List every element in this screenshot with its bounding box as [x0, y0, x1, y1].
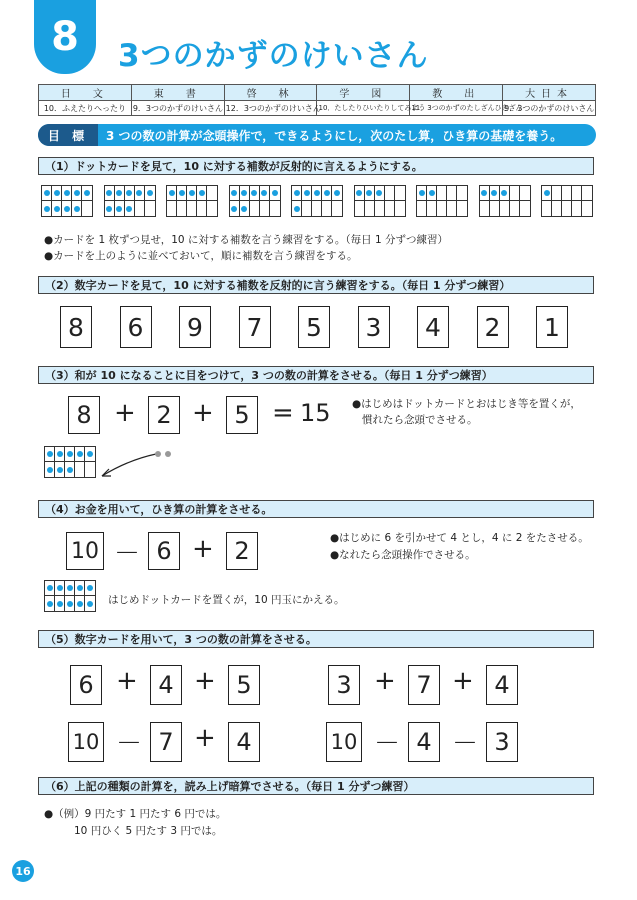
operator: + [192, 398, 214, 428]
note-3a: ●はじめはドットカードとおはじき等を置くが， [352, 398, 581, 410]
dot-cell [207, 186, 217, 201]
dot-card [416, 185, 468, 217]
dot-cell [572, 186, 582, 201]
number-card: 2 [226, 532, 258, 570]
publisher-unit: 12．3つのかずのけいさん [224, 101, 317, 116]
dot-cell [115, 201, 125, 216]
number-card: 5 [228, 665, 260, 705]
dot-cell [480, 201, 490, 216]
number-card: 3 [358, 306, 390, 348]
dot-cell [322, 186, 332, 201]
dot-cell [145, 201, 155, 216]
section-4-header: （4）お金を用いて，ひき算の計算をさせる。 [38, 500, 594, 518]
dot-cell [115, 186, 125, 201]
goal-label: 目 標 [38, 124, 98, 146]
note-1a: ●カードを 1 枚ずつ見せ，10 に対する補数を言う練習をする。（毎日 1 分ずつ練習） [44, 234, 449, 246]
dot-cell [417, 186, 427, 201]
dot [231, 206, 237, 212]
dot-cell [562, 186, 572, 201]
dot [57, 451, 63, 457]
dot-cell [365, 186, 375, 201]
dot-cell [542, 186, 552, 201]
dot-card [291, 185, 343, 217]
dot-cell [167, 186, 177, 201]
dot-cell [42, 201, 52, 216]
dot-cell [85, 462, 95, 477]
publisher-unit: 9．3つのかずのけいさん [131, 101, 224, 116]
number-card: 8 [68, 396, 100, 434]
dot [87, 451, 93, 457]
dot [106, 190, 112, 196]
dot [501, 190, 507, 196]
dot-cell [230, 186, 240, 201]
dot-cell [82, 186, 92, 201]
dot [169, 190, 175, 196]
operator: + [374, 666, 396, 696]
dot [106, 206, 112, 212]
dot-cell [72, 201, 82, 216]
number-card: 6 [70, 665, 102, 705]
dot-card [44, 580, 96, 612]
number-card: 7 [150, 722, 182, 762]
dot-cell [395, 186, 405, 201]
dot-cell [395, 201, 405, 216]
dot-cell [270, 201, 280, 216]
dot-cell [302, 186, 312, 201]
dot-cell [520, 201, 530, 216]
dot-cell [355, 186, 365, 201]
dot-cell [135, 186, 145, 201]
operator: － [114, 539, 141, 569]
dot-card [541, 185, 593, 217]
dot [126, 206, 132, 212]
dot-cell [582, 201, 592, 216]
number-card: 4 [150, 665, 182, 705]
dot [481, 190, 487, 196]
dot [304, 190, 310, 196]
dot-cell [135, 201, 145, 216]
dot-cell [375, 186, 385, 201]
dot-card [229, 185, 281, 217]
operator: + [194, 666, 216, 696]
operator: － [116, 729, 143, 759]
dot-cell [427, 201, 437, 216]
dot-cell [562, 201, 572, 216]
dot [67, 467, 73, 473]
dot-cell [302, 201, 312, 216]
dot-cell [552, 201, 562, 216]
dot-cell [427, 186, 437, 201]
dot [87, 601, 93, 607]
dot-cell [187, 186, 197, 201]
publisher-header: 学 図 [317, 85, 410, 101]
section-3-header: （3）和が 10 になることに目をつけて，3 つの数の計算をさせる。（毎日 1 分ずつ練習） [38, 366, 594, 384]
dot-cell [552, 186, 562, 201]
dot [47, 585, 53, 591]
lesson-number: 8 [51, 14, 79, 60]
dot-cell [105, 186, 115, 201]
operator: + [192, 534, 214, 564]
goal-bar [38, 124, 596, 146]
number-card: 5 [226, 396, 258, 434]
dot [67, 601, 73, 607]
dot-card [479, 185, 531, 217]
dot [54, 190, 60, 196]
dot-cell [207, 201, 217, 216]
operator: － [374, 729, 401, 759]
dot-cell [270, 186, 280, 201]
dot [314, 190, 320, 196]
dot-cell [55, 447, 65, 462]
dot-cell [75, 596, 85, 611]
dot-cell [65, 447, 75, 462]
dot-cell [52, 186, 62, 201]
dot [116, 206, 122, 212]
dot [74, 190, 80, 196]
dot-card [104, 185, 156, 217]
operator: － [452, 729, 479, 759]
dot-cell [52, 201, 62, 216]
number-card: 10 [66, 532, 104, 570]
dot-cell [75, 581, 85, 596]
marble [155, 451, 161, 457]
number-card: 4 [486, 665, 518, 705]
number-card: 7 [239, 306, 271, 348]
dot-cell [385, 201, 395, 216]
dot [57, 467, 63, 473]
number-card: 10 [68, 722, 104, 762]
dot-cell [417, 201, 427, 216]
dot-cell [230, 201, 240, 216]
number-card: 3 [328, 665, 360, 705]
publisher-header: 教 出 [410, 85, 503, 101]
dot [47, 601, 53, 607]
dot-cell [177, 186, 187, 201]
dot [77, 601, 83, 607]
dot-cell [510, 186, 520, 201]
dot-cell [65, 596, 75, 611]
section-5-header: （5）数字カードを用いて，3 つの数の計算をさせる。 [38, 630, 594, 648]
dot-cell [240, 201, 250, 216]
number-card: 7 [408, 665, 440, 705]
operator: + [452, 666, 474, 696]
dot-card [41, 185, 93, 217]
dot-cell [45, 447, 55, 462]
dot-cell [45, 462, 55, 477]
publisher-unit: 9．3つのかずのけいさん [503, 101, 596, 116]
dot [87, 585, 93, 591]
dot-cell [125, 201, 135, 216]
dot [272, 190, 278, 196]
publisher-header: 啓 林 [224, 85, 317, 101]
number-card: 6 [148, 532, 180, 570]
dot-cell [240, 186, 250, 201]
dot [366, 190, 372, 196]
dot-cell [312, 186, 322, 201]
dot-cell [520, 186, 530, 201]
publisher-header: 日 文 [39, 85, 132, 101]
dot [324, 190, 330, 196]
dot-cell [332, 201, 342, 216]
dot-cell [65, 581, 75, 596]
dot [136, 190, 142, 196]
number-card: 4 [408, 722, 440, 762]
dot [44, 206, 50, 212]
dot-card [354, 185, 406, 217]
dot-cell [480, 186, 490, 201]
dot-cell [332, 186, 342, 201]
dot [77, 585, 83, 591]
number-card: 8 [60, 306, 92, 348]
dot-cell [82, 201, 92, 216]
dot-cell [55, 596, 65, 611]
publisher-header: 大日本 [503, 85, 596, 101]
note-6a: ●（例）9 円たす 1 円たす 6 円では。 [44, 808, 227, 820]
dot [67, 451, 73, 457]
publisher-table [38, 84, 596, 116]
dot-cell [292, 201, 302, 216]
publisher-header: 東 書 [131, 85, 224, 101]
dot [179, 190, 185, 196]
dot [54, 206, 60, 212]
dot-cell [500, 186, 510, 201]
dot-cell [260, 201, 270, 216]
dot [199, 190, 205, 196]
dot-cell [582, 186, 592, 201]
dot-cell [250, 186, 260, 201]
dot-cell [457, 186, 467, 201]
number-card: 4 [417, 306, 449, 348]
dot-cell [322, 201, 332, 216]
note-4c: はじめドットカードを置くが，10 円玉にかえる。 [108, 594, 345, 606]
dot [356, 190, 362, 196]
dot-cell [572, 201, 582, 216]
dot-cell [385, 186, 395, 201]
dot-card [166, 185, 218, 217]
dot-cell [197, 201, 207, 216]
dot-cell [105, 201, 115, 216]
dot-cell [85, 596, 95, 611]
lesson-number-badge [34, 0, 96, 74]
dot [77, 451, 83, 457]
dot [294, 190, 300, 196]
operator: + [116, 666, 138, 696]
number-card: 10 [326, 722, 362, 762]
dot-cell [65, 462, 75, 477]
dot-cell [250, 201, 260, 216]
dot-cell [292, 186, 302, 201]
dot-cell [355, 201, 365, 216]
equals-sign: = [272, 398, 294, 428]
dot [294, 206, 300, 212]
arrow-icon [98, 446, 178, 482]
section-2-header: （2）数字カードを見て，10 に対する補数を反射的に言う練習をする。（毎日 1 分ずつ練習） [38, 276, 594, 294]
dot-cell [437, 201, 447, 216]
dot [64, 190, 70, 196]
number-card: 2 [148, 396, 180, 434]
dot-cell [510, 201, 520, 216]
dot-cell [85, 581, 95, 596]
dot-cell [260, 186, 270, 201]
dot-cell [375, 201, 385, 216]
dot [429, 190, 435, 196]
note-1b: ●カードを上のように並べておいて，順に補数を言う練習をする。 [44, 250, 358, 262]
dot [241, 190, 247, 196]
number-card: 2 [477, 306, 509, 348]
dot [126, 190, 132, 196]
operator: + [194, 723, 216, 753]
dot [57, 601, 63, 607]
dot-cell [75, 462, 85, 477]
dot-cell [125, 186, 135, 201]
note-3b: 慣れたら念頭でさせる。 [362, 414, 478, 426]
number-card: 3 [486, 722, 518, 762]
dot [189, 190, 195, 196]
dot-cell [177, 201, 187, 216]
dot-cell [72, 186, 82, 201]
dot [67, 585, 73, 591]
note-4b: ●なれたら念頭操作でさせる。 [330, 549, 476, 561]
note-6b: 10 円ひく 5 円たす 3 円では。 [74, 825, 223, 837]
dot-cell [55, 581, 65, 596]
number-card: 1 [536, 306, 568, 348]
dot [334, 190, 340, 196]
dot [251, 190, 257, 196]
dot-cell [62, 186, 72, 201]
dot-cell [447, 186, 457, 201]
dot-cell [62, 201, 72, 216]
section-6-header: （6）上記の種類の計算を，読み上げ暗算でさせる。（毎日 1 分ずつ練習） [38, 777, 594, 795]
dot-cell [197, 186, 207, 201]
dot-cell [42, 186, 52, 201]
dot [84, 190, 90, 196]
goal-text: 3 つの数の計算が念頭操作で，できるようにし，次のたし算，ひき算の基礎を養う。 [106, 128, 563, 143]
dot-cell [500, 201, 510, 216]
number-card: 5 [298, 306, 330, 348]
dot [241, 206, 247, 212]
dot-cell [45, 581, 55, 596]
dot [57, 585, 63, 591]
note-4a: ●はじめに 6 を引かせて 4 とし，4 に 2 をたさせる。 [330, 532, 589, 544]
publisher-unit: 10．ふえたりへったり [39, 101, 132, 116]
dot [47, 467, 53, 473]
dot [491, 190, 497, 196]
number-card: 4 [228, 722, 260, 762]
dot-cell [490, 201, 500, 216]
dot-cell [457, 201, 467, 216]
section-1-header: （1）ドットカードを見て，10 に対する補数が反射的に言えるようにする。 [38, 157, 594, 175]
dot-cell [437, 186, 447, 201]
dot [544, 190, 550, 196]
marble [165, 451, 171, 457]
lesson-title: 3つのかずのけいさん [118, 38, 429, 74]
dot-cell [490, 186, 500, 201]
dot-cell [447, 201, 457, 216]
dot-cell [75, 447, 85, 462]
dot-card [44, 446, 96, 478]
dot-cell [187, 201, 197, 216]
dot-cell [365, 201, 375, 216]
dot-cell [145, 186, 155, 201]
dot-cell [55, 462, 65, 477]
number-card: 6 [120, 306, 152, 348]
number-card: 9 [179, 306, 211, 348]
dot [74, 206, 80, 212]
dot [261, 190, 267, 196]
dot [47, 451, 53, 457]
dot-cell [542, 201, 552, 216]
dot [64, 206, 70, 212]
page-number: 16 [12, 860, 34, 882]
dot [44, 190, 50, 196]
dot-cell [167, 201, 177, 216]
dot [116, 190, 122, 196]
dot-cell [85, 447, 95, 462]
dot [419, 190, 425, 196]
dot [376, 190, 382, 196]
dot [147, 190, 153, 196]
publisher-unit: 11．3つのかずのたしざんひきざん [410, 101, 503, 116]
operator: + [114, 398, 136, 428]
result-value: 15 [300, 399, 331, 427]
dot-cell [45, 596, 55, 611]
publisher-unit: 10．たしたりひいたりしてみよう [317, 101, 410, 116]
dot-cell [312, 201, 322, 216]
dot [231, 190, 237, 196]
